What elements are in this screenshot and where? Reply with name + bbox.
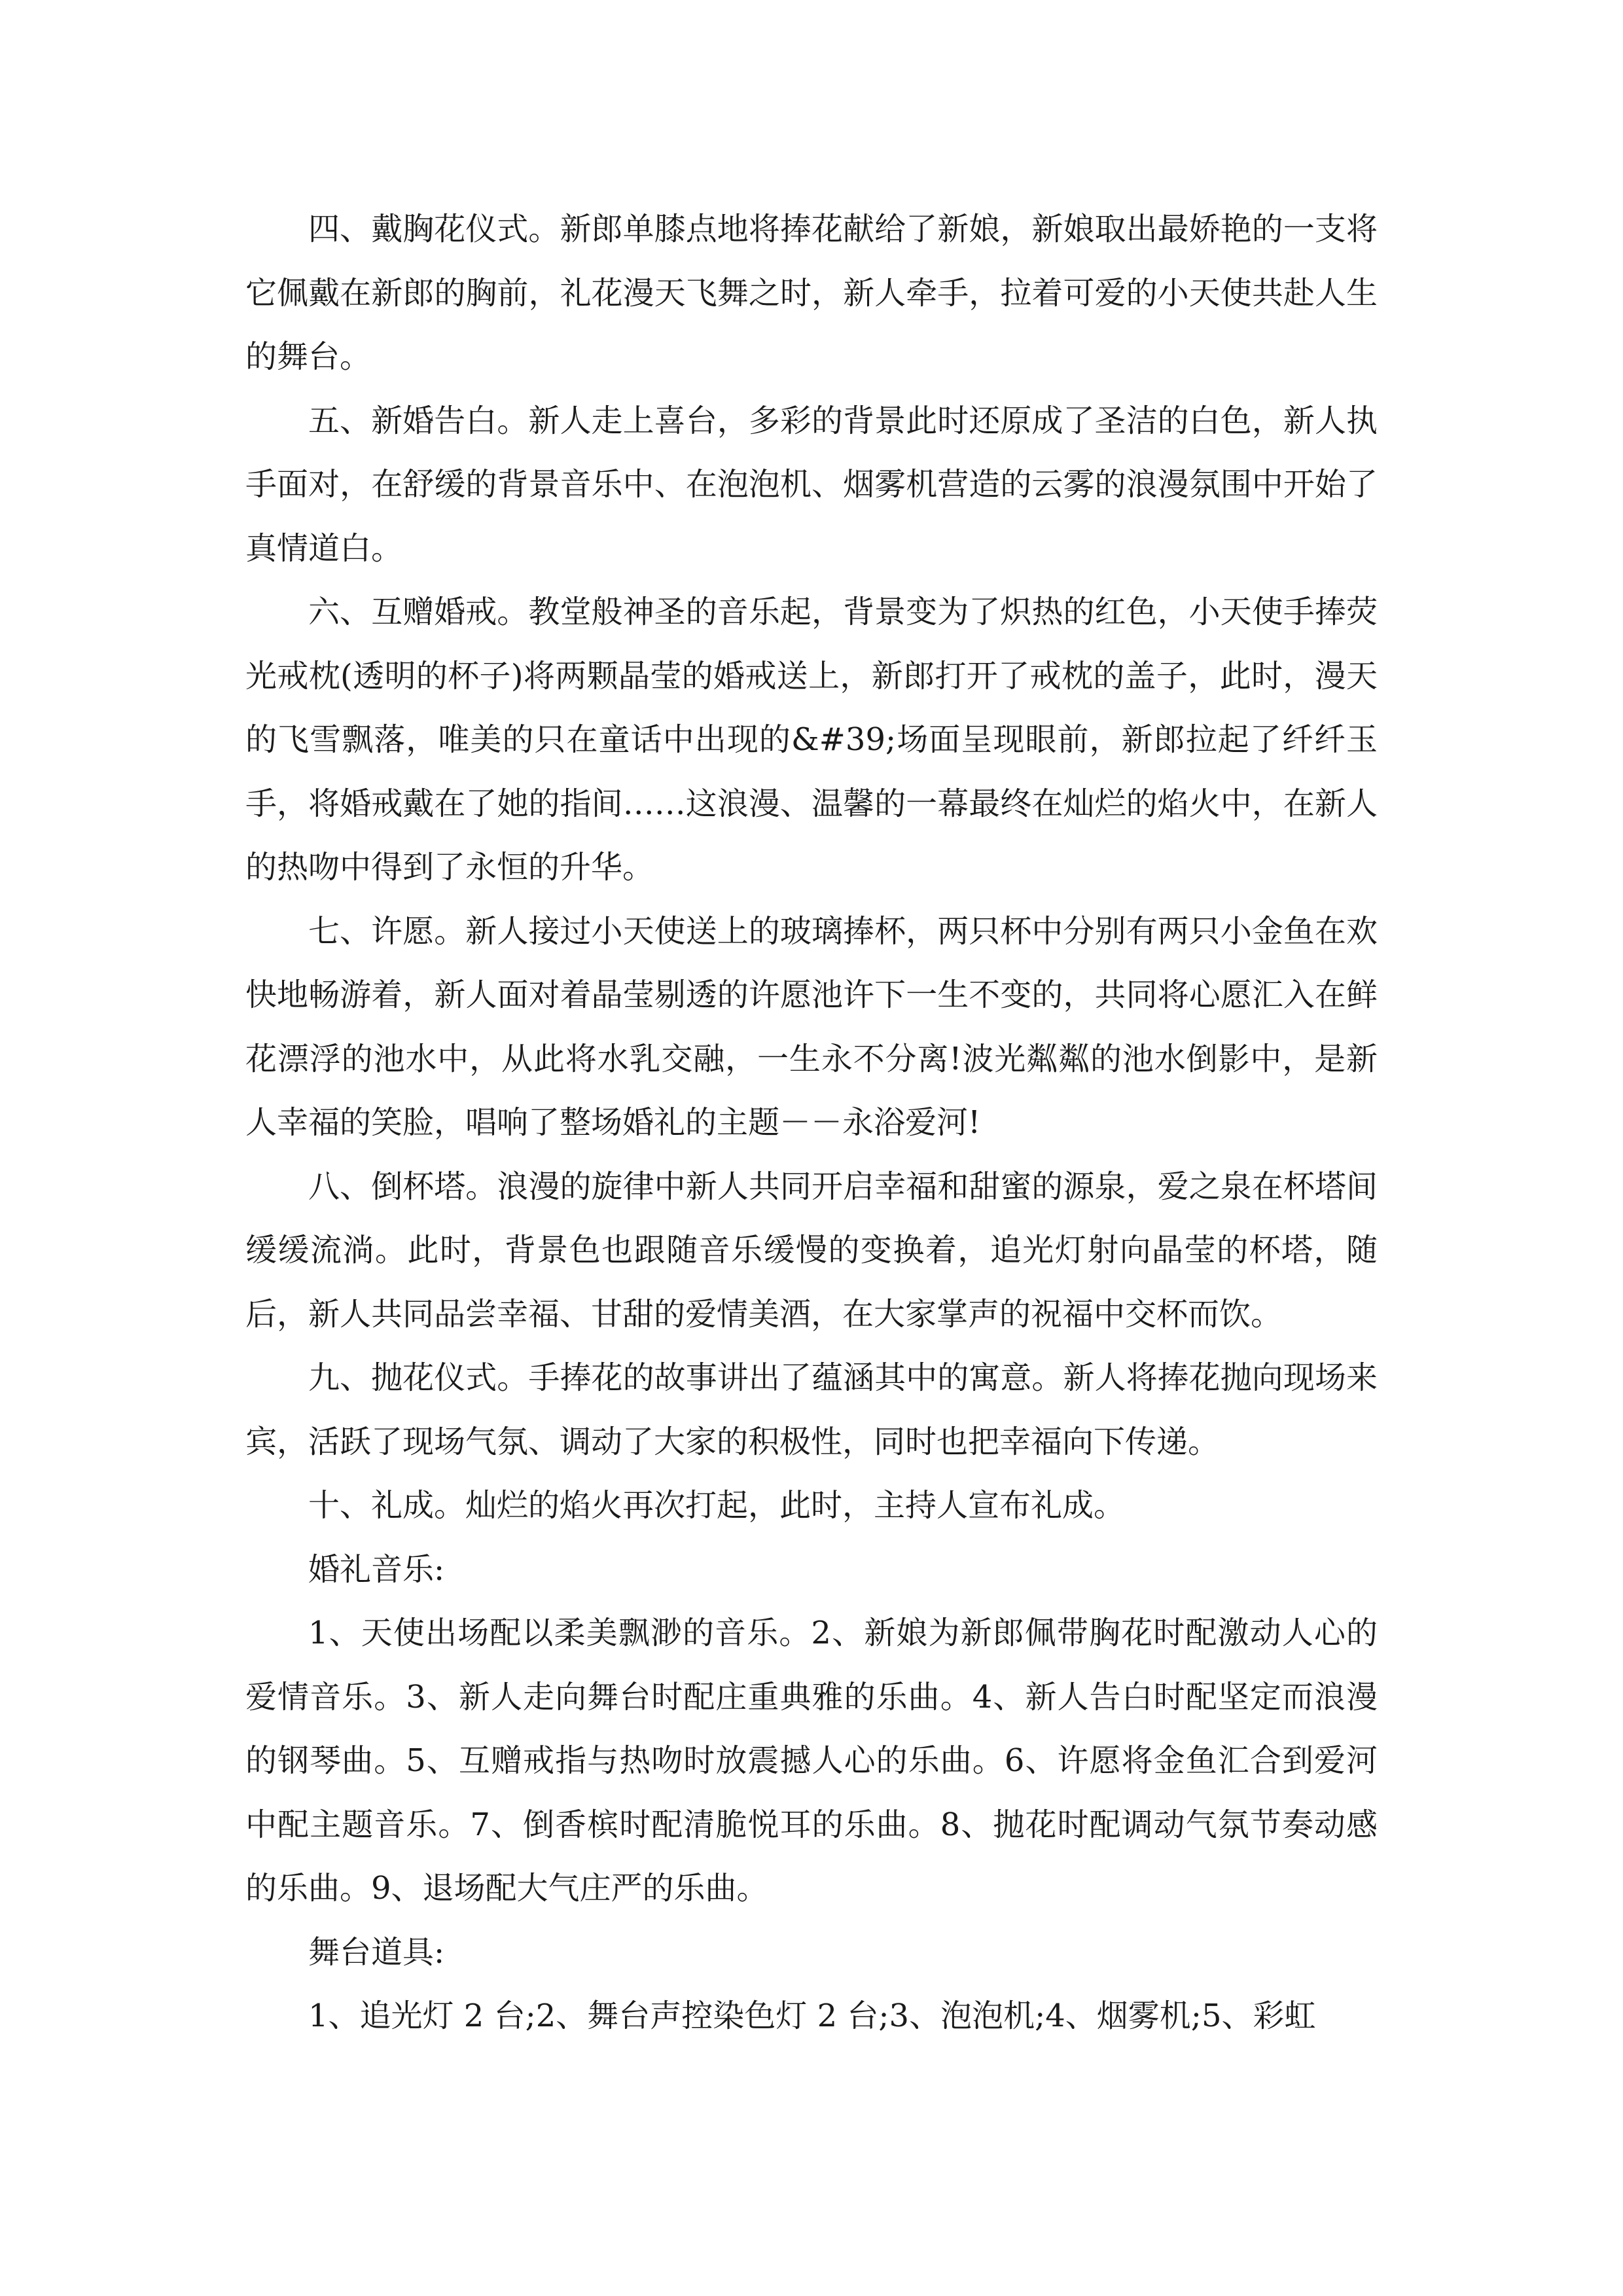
paragraph-champagne-tower: 八、倒杯塔。浪漫的旋律中新人共同开启幸福和甜蜜的源泉，爱之泉在杯塔间缓缓流淌。此时，背景色也跟随音乐缓慢的变换着，追光灯射向晶莹的杯塔，随后，新人共同品尝幸福、甘甜的爱情美酒，在大家掌声的祝福中交杯而饮。 bbox=[245, 1168, 1378, 1333]
heading-stage-props: 舞台道具: bbox=[308, 1933, 445, 1971]
paragraph-props-list: 1、追光灯 2 台;2、舞台声控染色灯 2 台;3、泡泡机;4、烟雾机;5、彩虹 bbox=[308, 1998, 1316, 2034]
paragraph-music-list: 1、天使出场配以柔美飘渺的音乐。2、新娘为新郎佩带胸花时配激动人心的爱情音乐。3、新人走向舞台时配庄重典雅的乐曲。4、新人告白时配坚定而浪漫的钢琴曲。5、互赠戒指与热吻时放震撼人心的乐曲。6、许愿将金鱼汇合到爱河中配主题音乐。7、倒香槟时配清脆悦耳的乐曲。8、抛花时配调动气氛节奏动感的乐曲。9、退场配大气庄严的乐曲。 bbox=[245, 1615, 1378, 1907]
paragraph-ceremony-complete: 十、礼成。灿烂的焰火再次打起，此时，主持人宣布礼成。 bbox=[308, 1487, 1126, 1524]
paragraph-chest-flower-ceremony: 四、戴胸花仪式。新郎单膝点地将捧花献给了新娘，新娘取出最娇艳的一支将它佩戴在新郎的胸前，礼花漫天飞舞之时，新人牵手，拉着可爱的小天使共赴人生的舞台。 bbox=[245, 211, 1378, 375]
heading-wedding-music: 婚礼音乐: bbox=[308, 1551, 445, 1588]
document-body bbox=[245, 198, 1378, 2049]
paragraph-wish: 七、许愿。新人接过小天使送上的玻璃捧杯，两只杯中分别有两只小金鱼在欢快地畅游着，新人面对着晶莹剔透的许愿池许下一生不变的，共同将心愿汇入在鲜花漂浮的池水中，从此将水乳交融，一生永不分离!波光粼粼的池水倒影中，是新人幸福的笑脸，唱响了整场婚礼的主题－－永浴爱河! bbox=[245, 912, 1378, 1141]
paragraph-wedding-confession: 五、新婚告白。新人走上喜台，多彩的背景此时还原成了圣洁的白色，新人执手面对，在舒缓的背景音乐中、在泡泡机、烟雾机营造的云雾的浪漫氛围中开始了真情道白。 bbox=[245, 402, 1378, 567]
paragraph-bouquet-toss: 九、抛花仪式。手捧花的故事讲出了蕴涵其中的寓意。新人将捧花抛向现场来宾，活跃了现场气氛、调动了大家的积极性，同时也把幸福向下传递。 bbox=[245, 1359, 1378, 1460]
paragraph-ring-exchange: 六、互赠婚戒。教堂般神圣的音乐起，背景变为了炽热的红色，小天使手捧荧光戒枕(透明的杯子)将两颗晶莹的婚戒送上，新郎打开了戒枕的盖子，此时，漫天的飞雪飘落，唯美的只在童话中出现的&#39;场面呈现眼前，新郎拉起了纤纤玉手，将婚戒戴在了她的指间……这浪漫、温馨的一幕最终在灿烂的焰火中，在新人的热吻中得到了永恒的升华。 bbox=[245, 594, 1378, 886]
